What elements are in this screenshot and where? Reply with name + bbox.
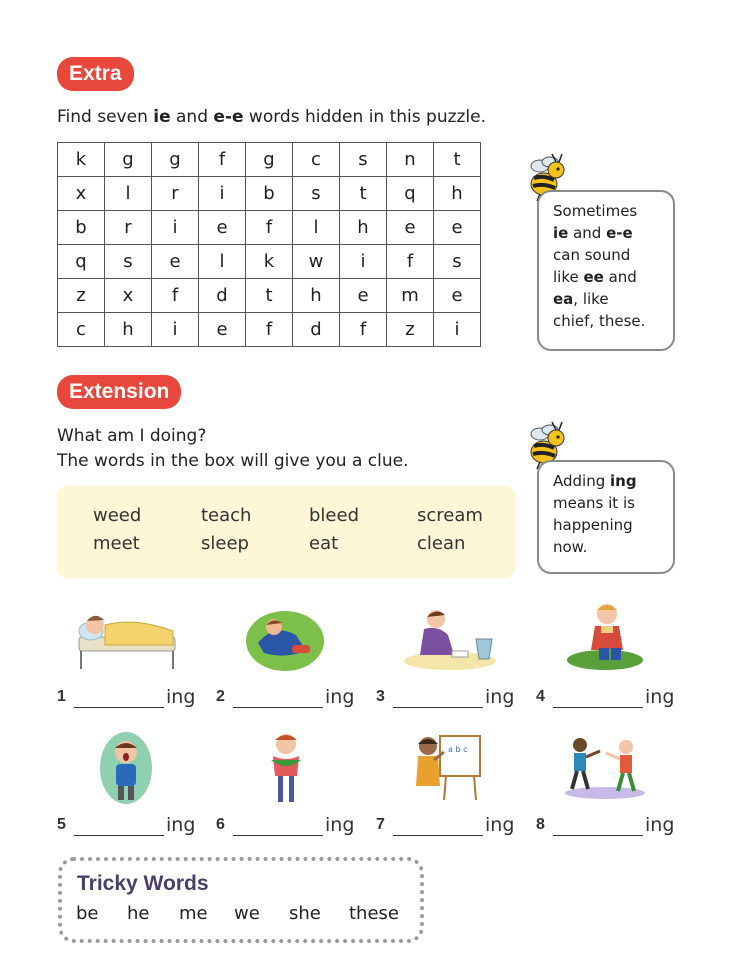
- tip-line: now.: [553, 538, 588, 556]
- boy-screaming-picture: [98, 730, 154, 806]
- instruction-text: words hidden in this puzzle.: [243, 107, 487, 127]
- extra-badge: Extra: [57, 57, 134, 91]
- svg-text:a b c: a b c: [448, 745, 468, 754]
- answer-blank[interactable]: [74, 707, 164, 708]
- tip-line: means it is: [553, 494, 635, 512]
- instruction-ie: ie: [153, 107, 171, 127]
- tricky-words-box: [58, 857, 424, 943]
- grid-cell[interactable]: b: [58, 211, 105, 245]
- girl-cleaning-floor-picture: [400, 605, 498, 673]
- answer-blank[interactable]: [393, 707, 483, 708]
- grid-cell[interactable]: f: [246, 313, 293, 347]
- word-search-grid: [57, 142, 481, 347]
- boy-sleeping-on-grass-picture: [244, 605, 326, 673]
- tip-bubble-ie-e-e: [537, 190, 675, 351]
- ing-suffix: ing: [166, 686, 196, 708]
- grid-cell[interactable]: e: [199, 313, 246, 347]
- grid-cell[interactable]: i: [152, 211, 199, 245]
- word-box-word: eat: [309, 533, 339, 554]
- exercise-number: 8: [536, 816, 545, 833]
- sleeping-in-bed-picture: [75, 603, 180, 673]
- grid-row: [58, 143, 481, 177]
- tip-line: Adding ing: [553, 472, 637, 490]
- exercise-number: 2: [216, 688, 225, 705]
- word-box-word: bleed: [309, 505, 360, 526]
- grid-cell[interactable]: d: [293, 313, 340, 347]
- instruction-text: and: [170, 107, 214, 127]
- answer-blank[interactable]: [553, 707, 643, 708]
- grid-cell[interactable]: h: [434, 177, 481, 211]
- grid-cell[interactable]: q: [58, 245, 105, 279]
- tricky-words-title: Tricky Words: [77, 872, 209, 895]
- instruction-text: Find seven: [57, 107, 154, 127]
- grid-cell[interactable]: z: [387, 313, 434, 347]
- grid-cell[interactable]: f: [152, 279, 199, 313]
- grid-cell[interactable]: e: [199, 211, 246, 245]
- grid-cell[interactable]: s: [340, 143, 387, 177]
- grid-cell[interactable]: g: [246, 143, 293, 177]
- word-box: [57, 486, 515, 578]
- extension-clue: The words in the box will give you a clue.: [57, 451, 409, 471]
- tricky-word: be: [76, 903, 99, 924]
- grid-cell[interactable]: e: [152, 245, 199, 279]
- grid-cell[interactable]: e: [340, 279, 387, 313]
- teacher-at-board-picture: [410, 732, 484, 802]
- grid-cell[interactable]: g: [105, 143, 152, 177]
- exercise-number: 3: [376, 688, 385, 705]
- tip-line: ea, like: [553, 290, 609, 308]
- grid-cell[interactable]: z: [58, 279, 105, 313]
- word-box-word: clean: [417, 533, 466, 554]
- grid-row: [58, 211, 481, 245]
- grid-cell[interactable]: i: [199, 177, 246, 211]
- grid-cell[interactable]: l: [293, 211, 340, 245]
- tricky-word: these: [349, 903, 399, 924]
- tip-line: like ee and: [553, 268, 637, 286]
- grid-row: [58, 177, 481, 211]
- tip-line: can sound: [553, 246, 631, 264]
- tip-line: chief, these.: [553, 312, 646, 330]
- grid-cell[interactable]: f: [387, 245, 434, 279]
- grid-cell[interactable]: i: [340, 245, 387, 279]
- exercise-number: 6: [216, 816, 225, 833]
- exercise-number: 7: [376, 816, 385, 833]
- grid-cell[interactable]: h: [105, 313, 152, 347]
- answer-blank[interactable]: [393, 835, 483, 836]
- two-children-meeting-picture: [560, 735, 650, 801]
- exercise-number: 4: [536, 688, 545, 705]
- grid-cell[interactable]: x: [105, 279, 152, 313]
- tricky-word: we: [234, 903, 260, 924]
- grid-cell[interactable]: k: [58, 143, 105, 177]
- grid-cell[interactable]: h: [340, 211, 387, 245]
- exercise-number: 5: [57, 816, 66, 833]
- grid-cell[interactable]: l: [105, 177, 152, 211]
- grid-cell[interactable]: t: [246, 279, 293, 313]
- grid-cell[interactable]: c: [58, 313, 105, 347]
- grid-cell[interactable]: i: [152, 313, 199, 347]
- grid-cell[interactable]: s: [105, 245, 152, 279]
- answer-blank[interactable]: [74, 835, 164, 836]
- grid-cell[interactable]: l: [199, 245, 246, 279]
- grid-cell[interactable]: x: [58, 177, 105, 211]
- grid-cell[interactable]: f: [199, 143, 246, 177]
- grid-cell[interactable]: d: [199, 279, 246, 313]
- tricky-word: she: [289, 903, 321, 924]
- tricky-word: me: [179, 903, 208, 924]
- extension-badge: Extension: [57, 375, 181, 409]
- tip-line: happening: [553, 516, 633, 534]
- ing-suffix: ing: [485, 814, 515, 836]
- word-box-word: scream: [417, 505, 483, 526]
- tip-line: ie and e-e: [553, 224, 633, 242]
- grid-cell[interactable]: h: [293, 279, 340, 313]
- grid-row: [58, 279, 481, 313]
- grid-cell[interactable]: g: [152, 143, 199, 177]
- boy-eating-on-grass-picture: [565, 600, 645, 674]
- grid-cell[interactable]: q: [387, 177, 434, 211]
- grid-cell[interactable]: m: [387, 279, 434, 313]
- extension-question: What am I doing?: [57, 426, 207, 446]
- ing-suffix: ing: [645, 686, 675, 708]
- answer-blank[interactable]: [553, 835, 643, 836]
- tip-bubble-ing: [537, 460, 675, 574]
- exercise-number: 1: [57, 688, 66, 705]
- grid-cell[interactable]: t: [340, 177, 387, 211]
- grid-cell[interactable]: e: [434, 211, 481, 245]
- grid-cell[interactable]: r: [152, 177, 199, 211]
- grid-cell[interactable]: f: [246, 211, 293, 245]
- word-box-word: teach: [201, 505, 252, 526]
- grid-cell[interactable]: s: [434, 245, 481, 279]
- grid-row: [58, 313, 481, 347]
- tricky-word: he: [127, 903, 150, 924]
- ing-suffix: ing: [166, 814, 196, 836]
- answer-blank[interactable]: [233, 835, 323, 836]
- extra-instruction: [57, 107, 486, 127]
- tip-line: Sometimes: [553, 202, 638, 220]
- instruction-e-e: e-e: [213, 107, 244, 127]
- grid-cell[interactable]: r: [105, 211, 152, 245]
- ing-suffix: ing: [325, 686, 355, 708]
- grid-cell[interactable]: b: [246, 177, 293, 211]
- word-box-word: weed: [93, 505, 142, 526]
- grid-cell[interactable]: e: [387, 211, 434, 245]
- grid-cell[interactable]: w: [293, 245, 340, 279]
- word-box-word: meet: [93, 533, 140, 554]
- grid-cell[interactable]: k: [246, 245, 293, 279]
- grid-cell[interactable]: s: [293, 177, 340, 211]
- grid-cell[interactable]: t: [434, 143, 481, 177]
- answer-blank[interactable]: [233, 707, 323, 708]
- girl-eating-watermelon-picture: [265, 730, 307, 810]
- word-box-word: sleep: [201, 533, 249, 554]
- grid-cell[interactable]: n: [387, 143, 434, 177]
- ing-suffix: ing: [325, 814, 355, 836]
- ing-suffix: ing: [485, 686, 515, 708]
- grid-cell[interactable]: c: [293, 143, 340, 177]
- grid-row: [58, 245, 481, 279]
- ing-suffix: ing: [645, 814, 675, 836]
- grid-cell[interactable]: i: [434, 313, 481, 347]
- grid-cell[interactable]: e: [434, 279, 481, 313]
- grid-cell[interactable]: f: [340, 313, 387, 347]
